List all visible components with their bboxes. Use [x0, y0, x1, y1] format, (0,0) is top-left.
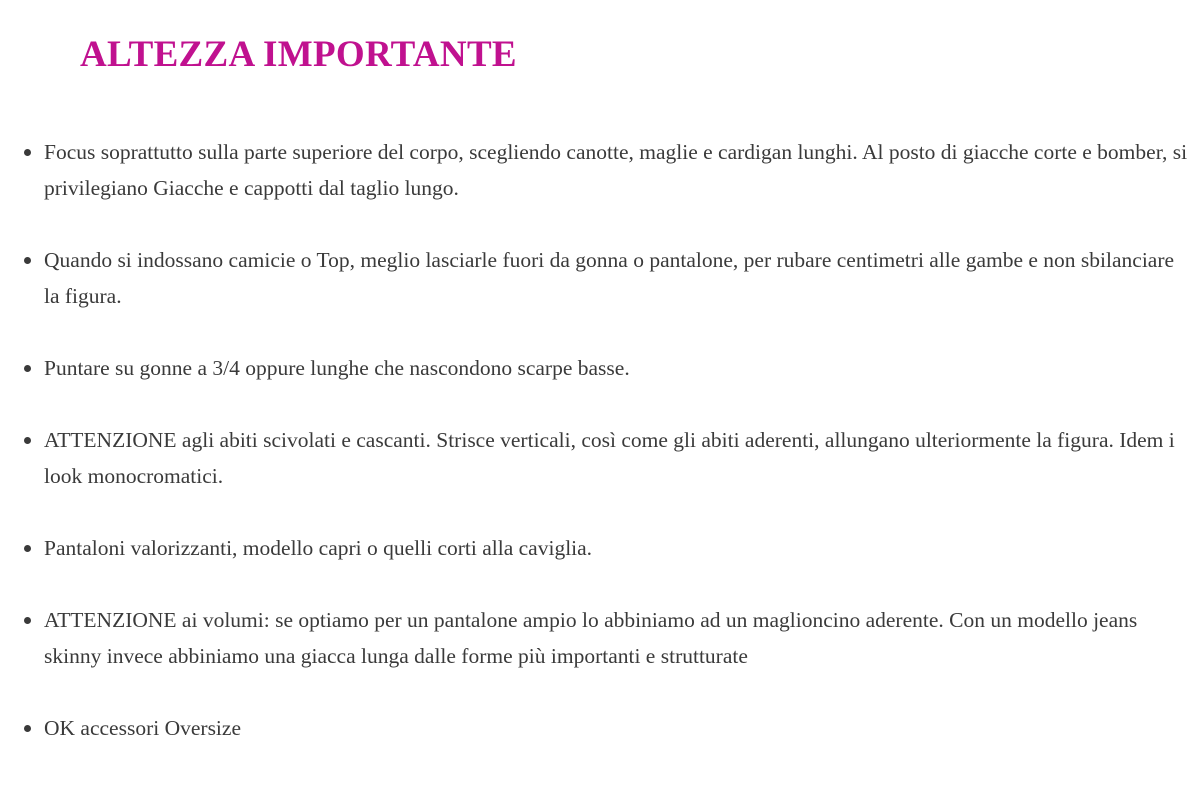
- list-item: [24, 422, 1194, 494]
- list-item: [24, 350, 1194, 386]
- tips-list: [24, 134, 1194, 782]
- bullet-icon: [24, 149, 31, 156]
- page-title: ALTEZZA IMPORTANTE: [80, 34, 517, 75]
- list-item-text: Focus soprattutto sulla parte superiore del corpo, scegliendo canotte, maglie e cardigan lunghi. Al posto di giacche corte e bomber, si privilegiano Giacche e cappotti dal taglio lungo.: [44, 140, 1188, 200]
- bullet-icon: [24, 257, 31, 264]
- list-item: [24, 134, 1194, 206]
- list-item-text: ATTENZIONE agli abiti scivolati e cascanti. Strisce verticali, così come gli abiti aderenti, allungano ulteriormente la figura. Idem i look monocromatici.: [44, 428, 1175, 488]
- bullet-icon: [24, 365, 31, 372]
- list-item-text: OK accessori Oversize: [44, 716, 241, 740]
- list-item-text: Quando si indossano camicie o Top, meglio lasciarle fuori da gonna o pantalone, per rubare centimetri alle gambe e non sbilanciare la figura.: [44, 248, 1175, 308]
- bullet-icon: [24, 725, 31, 732]
- bullet-icon: [24, 617, 31, 624]
- list-item-text: Puntare su gonne a 3/4 oppure lunghe che nascondono scarpe basse.: [44, 356, 630, 380]
- list-item: [24, 602, 1194, 674]
- list-item: [24, 710, 1194, 746]
- list-item: [24, 530, 1194, 566]
- bullet-icon: [24, 437, 31, 444]
- list-item: [24, 242, 1194, 314]
- list-item-text: ATTENZIONE ai volumi: se optiamo per un pantalone ampio lo abbiniamo ad un maglioncino aderente. Con un modello jeans skinny invece abbiniamo una giacca lunga dalle forme più importanti e strutturate: [44, 608, 1138, 668]
- list-item-text: Pantaloni valorizzanti, modello capri o quelli corti alla caviglia.: [44, 536, 593, 560]
- bullet-icon: [24, 545, 31, 552]
